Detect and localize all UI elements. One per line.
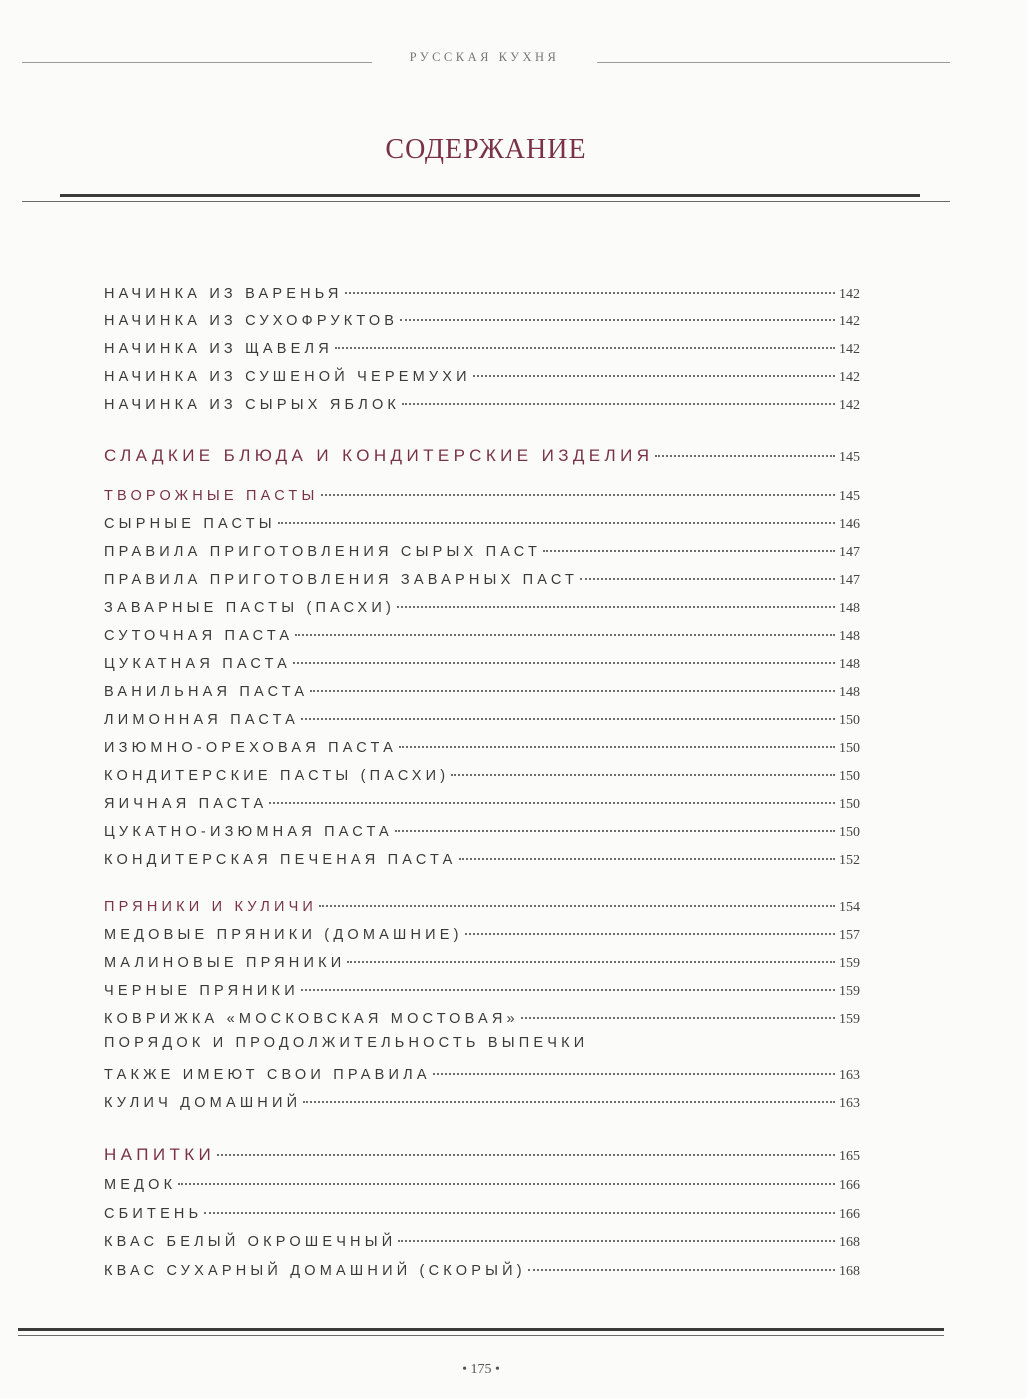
running-header xyxy=(22,48,950,70)
toc-entry-label: ЦУКАТНО-ИЗЮМНАЯ ПАСТА xyxy=(104,824,393,840)
toc-entry-label: НАЧИНКА ИЗ СУХОФРУКТОВ xyxy=(104,313,399,329)
toc-entry xyxy=(104,1007,860,1029)
dot-leader xyxy=(301,975,835,991)
toc-entry-label: КОВРИЖКА «МОСКОВСКАЯ МОСТОВАЯ» xyxy=(104,1011,519,1027)
toc-entry-label: ВАНИЛЬНАЯ ПАСТА xyxy=(104,684,309,700)
dot-leader xyxy=(528,1255,835,1271)
toc-chapter xyxy=(104,445,860,467)
toc-entry xyxy=(104,1063,860,1085)
dot-leader xyxy=(217,1140,835,1156)
toc-entry xyxy=(104,393,860,415)
toc-entry-label: КОНДИТЕРСКИЕ ПАСТЫ (ПАСХИ) xyxy=(104,768,450,784)
toc-entry xyxy=(104,848,860,870)
toc-entry xyxy=(104,979,860,1001)
toc-entry xyxy=(104,624,860,646)
toc-entry-label: ЯИЧНАЯ ПАСТА xyxy=(104,796,268,812)
toc-entry xyxy=(104,309,860,331)
dot-leader xyxy=(293,648,835,664)
dot-leader xyxy=(459,844,836,860)
dot-leader xyxy=(397,592,835,608)
toc-entry-label: НАЧИНКА ИЗ СЫРЫХ ЯБЛОК xyxy=(104,397,401,413)
dot-leader xyxy=(433,1059,835,1075)
dot-leader xyxy=(301,704,835,720)
toc-entry xyxy=(104,282,860,304)
toc-entry-page: 150 xyxy=(839,769,860,784)
toc-section xyxy=(104,895,860,917)
toc-entry-page: 145 xyxy=(839,450,860,465)
toc-entry-page: 154 xyxy=(839,900,860,915)
dot-leader xyxy=(335,333,835,349)
toc-entry xyxy=(104,540,860,562)
toc-entry xyxy=(104,652,860,674)
dot-leader xyxy=(295,620,835,636)
toc-entry-label: КВАС БЕЛЫЙ ОКРОШЕЧНЫЙ xyxy=(104,1234,397,1250)
dot-leader xyxy=(347,947,835,963)
toc-entry-page: 148 xyxy=(839,657,860,672)
running-header-rule-left xyxy=(22,62,372,63)
dot-leader xyxy=(269,788,835,804)
toc-entry-page: 157 xyxy=(839,928,860,943)
toc-entry-label: ЗАВАРНЫЕ ПАСТЫ (ПАСХИ) xyxy=(104,600,396,616)
toc-entry-label: СУТОЧНАЯ ПАСТА xyxy=(104,628,294,644)
toc-entry-label: ЛИМОННАЯ ПАСТА xyxy=(104,712,300,728)
toc-entry-page: 142 xyxy=(839,287,860,302)
running-header-rule-right xyxy=(597,62,950,63)
toc-entry-page: 168 xyxy=(839,1235,860,1250)
toc-entry-page: 142 xyxy=(839,370,860,385)
dot-leader xyxy=(398,1226,835,1242)
toc-entry xyxy=(104,923,860,945)
toc-entry xyxy=(104,792,860,814)
dot-leader xyxy=(402,389,835,405)
dot-leader xyxy=(321,480,836,496)
toc-entry-page: 142 xyxy=(839,398,860,413)
toc-entry xyxy=(104,365,860,387)
toc-entry-page: 168 xyxy=(839,1264,860,1279)
dot-leader xyxy=(521,1003,835,1019)
toc-entry xyxy=(104,736,860,758)
toc-chapter xyxy=(104,1144,860,1166)
footer-rule-thick xyxy=(18,1328,944,1331)
toc-entry-label: МЕДОК xyxy=(104,1177,177,1193)
toc-entry-page: 150 xyxy=(839,741,860,756)
dot-leader xyxy=(400,305,835,321)
toc-entry-label: КОНДИТЕРСКАЯ ПЕЧЕНАЯ ПАСТА xyxy=(104,852,457,868)
dot-leader xyxy=(204,1198,835,1214)
toc-entry-label: НАЧИНКА ИЗ СУШЕНОЙ ЧЕРЕМУХИ xyxy=(104,369,471,385)
toc-entry-label: НАПИТКИ xyxy=(104,1145,216,1164)
dot-leader xyxy=(465,919,835,935)
toc-entry-page: 152 xyxy=(839,853,860,868)
dot-leader xyxy=(303,1087,835,1103)
toc-entry-page: 148 xyxy=(839,601,860,616)
toc-entry-label: КУЛИЧ ДОМАШНИЙ xyxy=(104,1095,302,1111)
dot-leader xyxy=(278,508,835,524)
toc-entry xyxy=(104,951,860,973)
toc-entry-page: 159 xyxy=(839,956,860,971)
toc-entry-label: НАЧИНКА ИЗ ЩАВЕЛЯ xyxy=(104,341,333,357)
toc-entry-label: СЛАДКИЕ БЛЮДА И КОНДИТЕРСКИЕ ИЗДЕЛИЯ xyxy=(104,446,654,465)
toc-entry-label: ПОРЯДОК И ПРОДОЛЖИТЕЛЬНОСТЬ ВЫПЕЧКИ xyxy=(104,1035,589,1051)
toc-entry-page: 159 xyxy=(839,984,860,999)
toc-section xyxy=(104,484,860,506)
toc-entry-page: 146 xyxy=(839,517,860,532)
dot-leader xyxy=(178,1169,835,1185)
toc-entry-label: МЕДОВЫЕ ПРЯНИКИ (ДОМАШНИЕ) xyxy=(104,927,463,943)
dot-leader xyxy=(473,361,835,377)
toc-entry-label: ТАКЖЕ ИМЕЮТ СВОИ ПРАВИЛА xyxy=(104,1067,431,1083)
toc-entry xyxy=(104,1173,860,1195)
dot-leader xyxy=(451,760,835,776)
toc-entry xyxy=(104,1230,860,1252)
toc-entry-page: 150 xyxy=(839,825,860,840)
dot-leader xyxy=(399,732,835,748)
toc-entry-label: ЦУКАТНАЯ ПАСТА xyxy=(104,656,292,672)
toc-entry-label: КВАС СУХАРНЫЙ ДОМАШНИЙ (СКОРЫЙ) xyxy=(104,1263,526,1279)
toc-entry xyxy=(104,764,860,786)
toc-entry-label: ЧЕРНЫЕ ПРЯНИКИ xyxy=(104,983,299,999)
dot-leader xyxy=(395,816,835,832)
toc-entry-page: 148 xyxy=(839,629,860,644)
toc-entry xyxy=(104,680,860,702)
toc-entry xyxy=(104,512,860,534)
toc-entry-page: 145 xyxy=(839,489,860,504)
toc-entry-page: 150 xyxy=(839,797,860,812)
page-title: СОДЕРЖАНИЕ xyxy=(385,134,587,165)
title-rule-thick xyxy=(60,194,920,197)
dot-leader xyxy=(655,441,835,457)
toc-entry-label: ПРАВИЛА ПРИГОТОВЛЕНИЯ ЗАВАРНЫХ ПАСТ xyxy=(104,572,579,588)
toc-entry-label: СЫРНЫЕ ПАСТЫ xyxy=(104,516,276,532)
toc-entry xyxy=(104,596,860,618)
dot-leader xyxy=(543,536,835,552)
toc-entry xyxy=(104,708,860,730)
page-number: • 175 • xyxy=(462,1362,500,1377)
toc-entry-label: ТВОРОЖНЫЕ ПАСТЫ xyxy=(104,488,319,504)
toc-entry xyxy=(104,337,860,359)
toc-entry xyxy=(104,1035,860,1057)
title-rule-thin xyxy=(22,201,950,202)
toc-entry-page: 166 xyxy=(839,1207,860,1222)
toc-entry-page: 163 xyxy=(839,1096,860,1111)
dot-leader xyxy=(345,278,835,294)
toc-entry-label: ПРАВИЛА ПРИГОТОВЛЕНИЯ СЫРЫХ ПАСТ xyxy=(104,544,542,560)
toc-entry-page: 142 xyxy=(839,314,860,329)
toc-entry-page: 148 xyxy=(839,685,860,700)
toc-entry xyxy=(104,1202,860,1224)
dot-leader xyxy=(319,891,835,907)
running-header-title: РУССКАЯ КУХНЯ xyxy=(409,50,560,64)
footer-rule-thin xyxy=(18,1335,944,1336)
toc-entry-label: ПРЯНИКИ И КУЛИЧИ xyxy=(104,899,318,915)
toc-entry-page: 159 xyxy=(839,1012,860,1027)
toc-entry-label: ИЗЮМНО-ОРЕХОВАЯ ПАСТА xyxy=(104,740,397,756)
toc-entry-page: 147 xyxy=(839,573,860,588)
toc-entry-label: НАЧИНКА ИЗ ВАРЕНЬЯ xyxy=(104,286,343,302)
toc-entry xyxy=(104,568,860,590)
toc-entry-page: 150 xyxy=(839,713,860,728)
toc-entry-label: СБИТЕНЬ xyxy=(104,1206,203,1222)
toc-entry xyxy=(104,1259,860,1281)
toc-entry-page: 147 xyxy=(839,545,860,560)
toc-entry-label: МАЛИНОВЫЕ ПРЯНИКИ xyxy=(104,955,346,971)
toc-entry-page: 142 xyxy=(839,342,860,357)
toc-entry xyxy=(104,1091,860,1113)
toc-entry-page: 163 xyxy=(839,1068,860,1083)
toc-entry xyxy=(104,820,860,842)
dot-leader xyxy=(580,564,835,580)
toc-entry-page: 165 xyxy=(839,1149,860,1164)
toc-entry-page: 166 xyxy=(839,1178,860,1193)
dot-leader xyxy=(310,676,835,692)
